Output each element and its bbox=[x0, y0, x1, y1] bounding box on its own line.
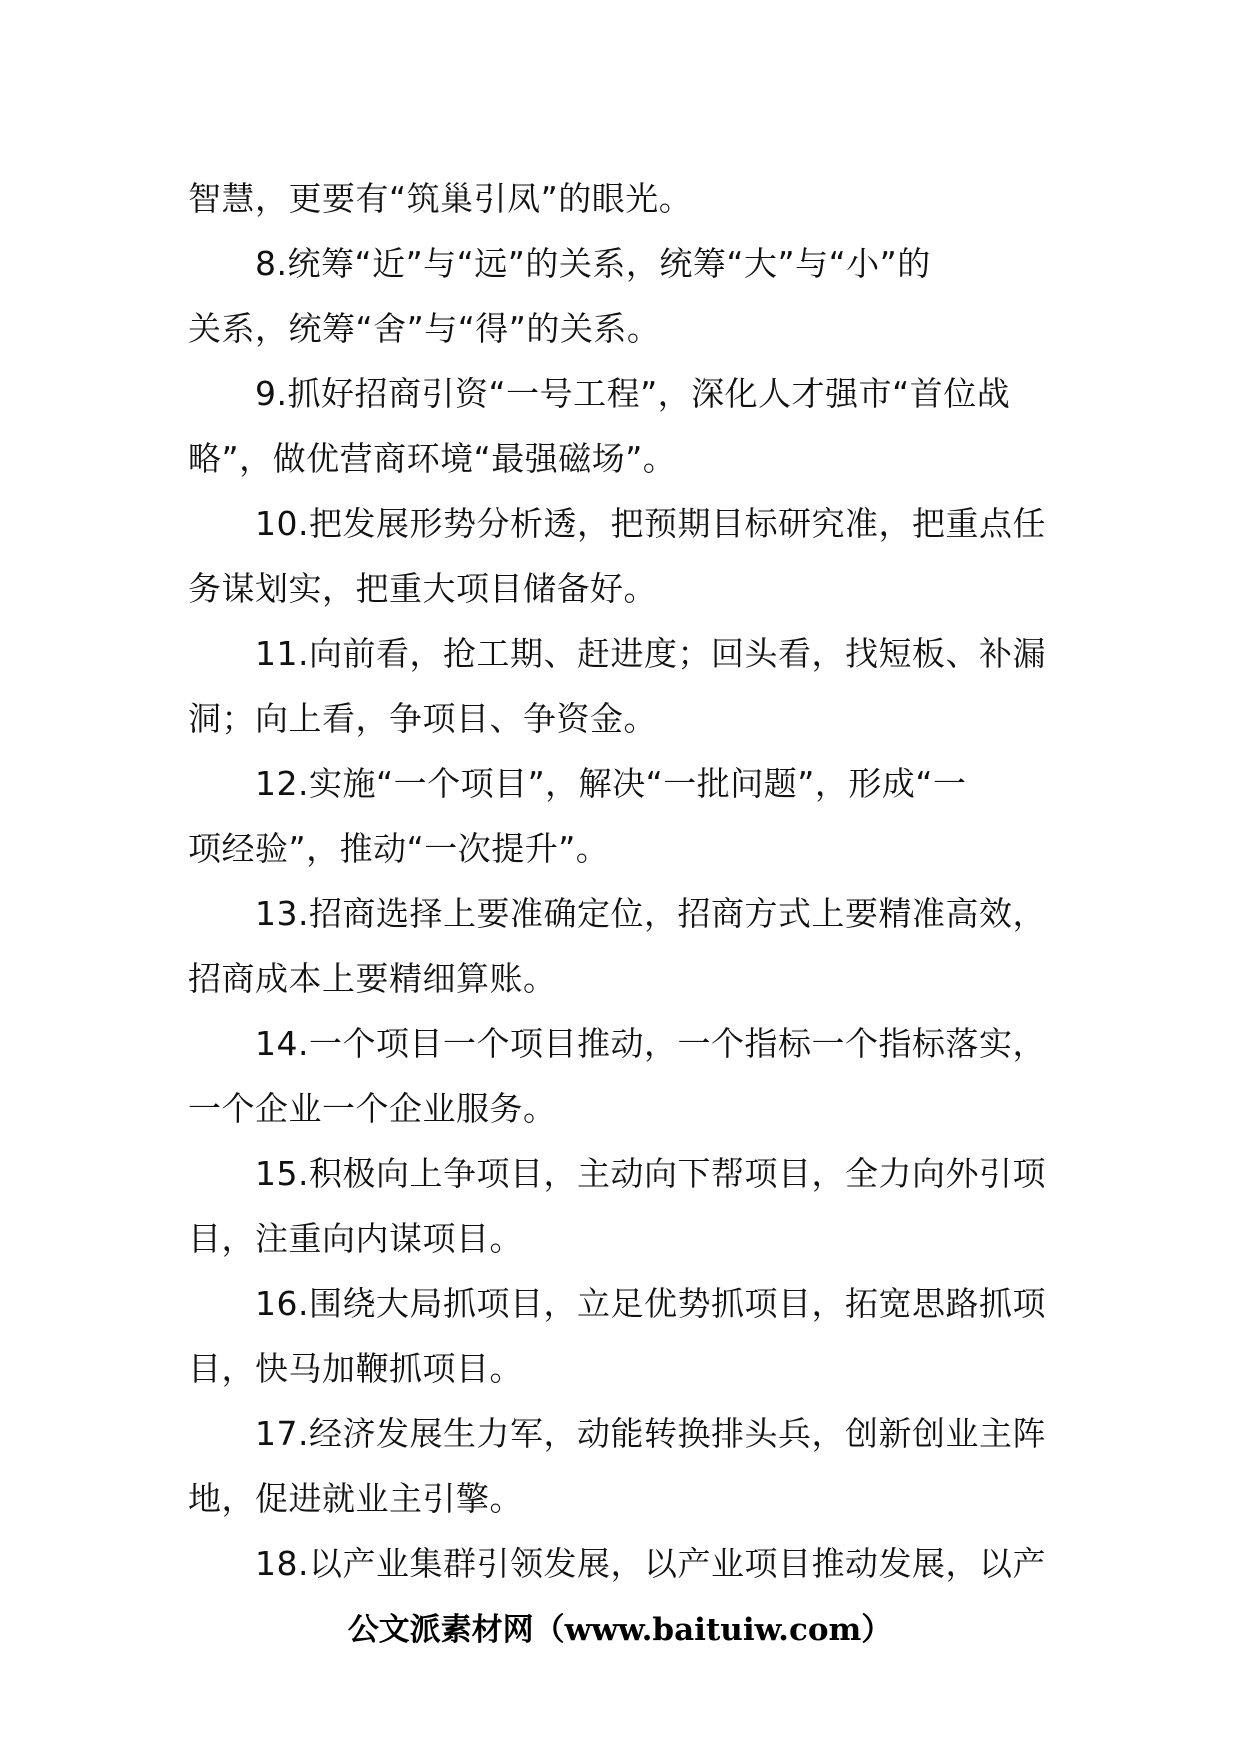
text-line: 13.招商选择上要准确定位，招商方式上要精准高效， bbox=[255, 894, 1046, 933]
text-line: 17.经济发展生力军，动能转换排头兵，创新创业主阵 bbox=[255, 1414, 1046, 1453]
text-line: 8.统筹“近”与“远”的关系，统筹“大”与“小”的 bbox=[255, 244, 931, 283]
text-line: 14.一个项目一个项目推动，一个指标一个指标落实， bbox=[255, 1024, 1046, 1063]
text-line: 项经验”，推动“一次提升”。 bbox=[188, 829, 610, 868]
text-line: 9.抓好招商引资“一号工程”，深化人才强市“首位战 bbox=[255, 374, 1011, 413]
footer-source: 公文派素材网（www.baituiw.com） bbox=[347, 1612, 893, 1648]
text-line: 16.围绕大局抓项目，立足优势抓项目，拓宽思路抓项 bbox=[255, 1284, 1046, 1323]
text-line: 地，促进就业主引擎。 bbox=[188, 1479, 523, 1518]
document-body bbox=[188, 166, 1058, 1596]
text-line: 目，快马加鞭抓项目。 bbox=[188, 1349, 523, 1388]
text-line: 10.把发展形势分析透，把预期目标研究准，把重点任 bbox=[255, 504, 1046, 543]
text-line: 务谋划实，把重大项目储备好。 bbox=[188, 569, 657, 608]
text-line: 略”，做优营商环境“最强磁场”。 bbox=[188, 439, 677, 478]
text-line: 洞；向上看，争项目、争资金。 bbox=[188, 699, 657, 738]
text-line: 招商成本上要精细算账。 bbox=[188, 959, 557, 998]
text-line: 关系，统筹“舍”与“得”的关系。 bbox=[188, 309, 661, 348]
text-line: 18.以产业集群引领发展，以产业项目推动发展，以产 bbox=[255, 1544, 1046, 1583]
text-line: 12.实施“一个项目”，解决“一批问题”，形成“一 bbox=[255, 764, 967, 803]
text-line: 智慧，更要有“筑巢引凤”的眼光。 bbox=[188, 179, 693, 218]
text-line: 11.向前看，抢工期、赶进度；回头看，找短板、补漏 bbox=[255, 634, 1046, 673]
text-line: 15.积极向上争项目，主动向下帮项目，全力向外引项 bbox=[255, 1154, 1046, 1193]
text-line: 目，注重向内谋项目。 bbox=[188, 1219, 523, 1258]
text-line: 一个企业一个企业服务。 bbox=[188, 1089, 557, 1128]
